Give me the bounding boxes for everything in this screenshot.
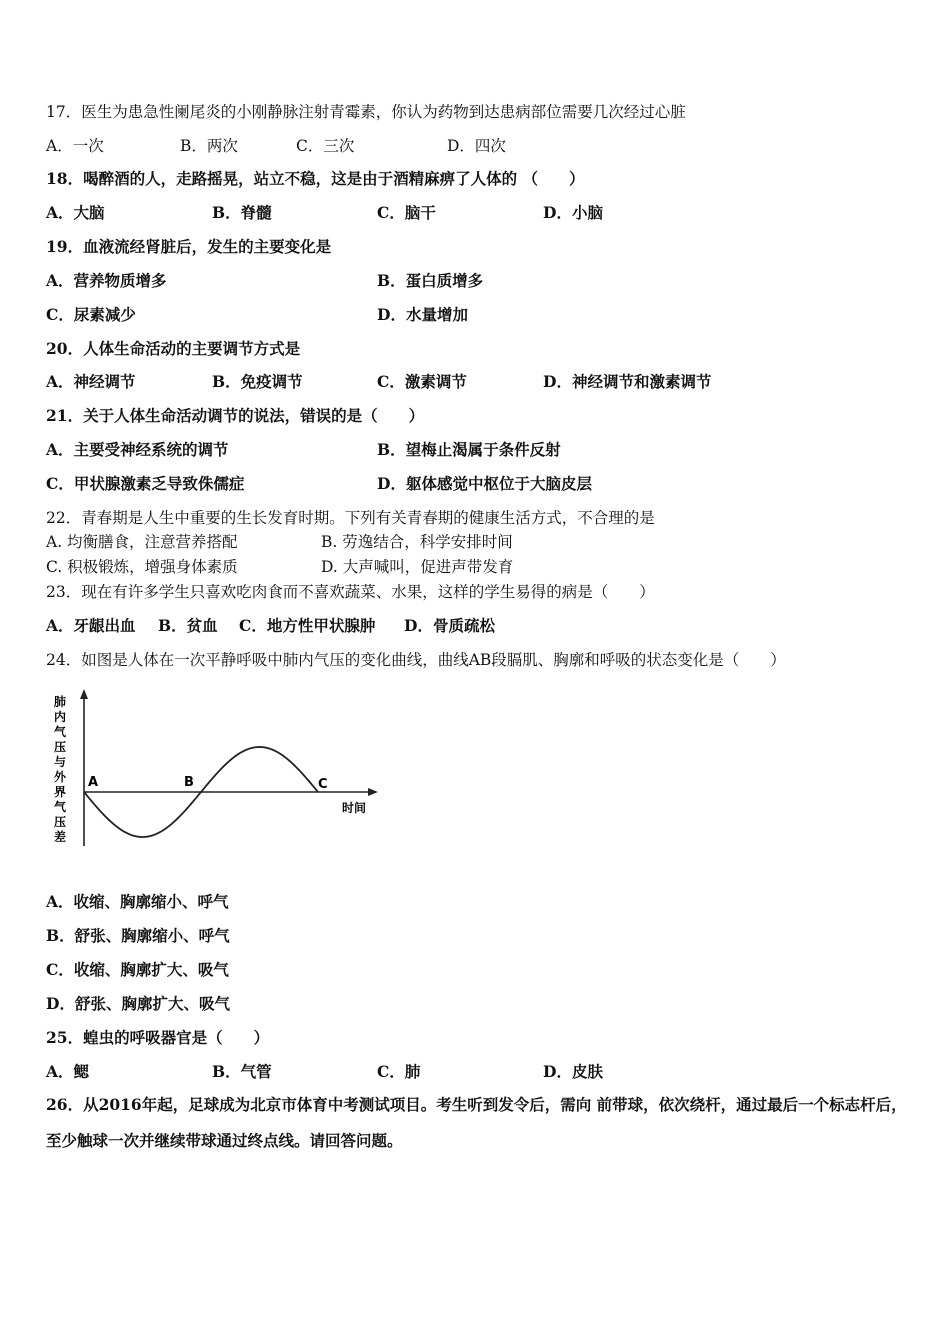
q22-option-d: D. 大声喊叫，促进声带发育 xyxy=(321,558,514,576)
y-axis-label-char: 肺 xyxy=(53,695,67,709)
q19-option-b: B．蛋白质增多 xyxy=(377,271,484,290)
y-axis-label-char: 气 xyxy=(53,800,67,814)
q24-option-d: D．舒张、胸廓扩大、吸气 xyxy=(46,994,230,1013)
q22-option-a: A. 均衡膳食，注意营养搭配 xyxy=(46,533,238,551)
point-b-label: B xyxy=(184,775,194,790)
q23-option-a: A．牙龈出血 xyxy=(46,616,136,635)
y-axis-label-char: 与 xyxy=(53,755,67,769)
x-axis-label: 时间 xyxy=(342,801,367,815)
q19-option-a: A．营养物质增多 xyxy=(46,271,167,290)
q20-option-b: B．免疫调节 xyxy=(212,372,303,391)
question-25-stem: 25．蝗虫的呼吸器官是（ ） xyxy=(46,1028,270,1047)
y-axis-label-char: 内 xyxy=(53,710,67,724)
q19-option-c: C．尿素减少 xyxy=(46,305,136,324)
q22-option-c: C. 积极锻炼，增强身体素质 xyxy=(46,558,238,576)
q21-option-a: A．主要受神经系统的调节 xyxy=(46,440,229,459)
q25-option-c: C．肺 xyxy=(377,1062,421,1081)
point-a-label: A xyxy=(88,775,99,790)
x-axis-arrow xyxy=(368,788,378,796)
q26-year: 2016 xyxy=(98,1095,142,1114)
y-axis-label-char: 压 xyxy=(53,740,67,754)
point-c-label: C xyxy=(318,777,328,792)
question-21-stem: 21．关于人体生命活动调节的说法，错误的是（ ） xyxy=(46,406,425,425)
q21-option-b: B．望梅止渴属于条件反射 xyxy=(377,440,561,459)
q18-option-c: C．脑干 xyxy=(377,203,436,222)
y-axis-label-char: 界 xyxy=(53,785,67,799)
q18-option-a: A．大脑 xyxy=(46,203,105,222)
q26-prefix: 26．从 xyxy=(46,1095,99,1114)
y-axis-label-char: 外 xyxy=(53,770,67,784)
q18-option-d: D．小脑 xyxy=(543,203,603,222)
question-22-stem: 22．青春期是人生中重要的生长发育时期。下列有关青春期的健康生活方式，不合理的是 xyxy=(46,509,655,527)
question-18-stem: 18．喝醉酒的人，走路摇晃，站立不稳，这是由于酒精麻痹了人体的 （ ） xyxy=(46,169,585,188)
question-19-stem: 19．血液流经肾脏后，发生的主要变化是 xyxy=(46,237,332,256)
y-axis-label-char: 差 xyxy=(53,830,67,844)
q23-option-b: B．贫血 xyxy=(158,616,218,635)
q20-option-d: D．神经调节和激素调节 xyxy=(543,372,712,391)
q25-option-d: D．皮肤 xyxy=(543,1062,603,1081)
q24-option-c: C．收缩、胸廓扩大、吸气 xyxy=(46,960,229,979)
y-axis-label xyxy=(54,694,67,844)
question-24-stem: 24．如图是人体在一次平静呼吸中肺内气压的变化曲线，曲线AB段膈肌、胸廓和呼吸的状态变化是（ ） xyxy=(46,651,786,669)
q21-option-c: C．甲状腺激素乏导致侏儒症 xyxy=(46,474,245,493)
q19-option-d: D．水量增加 xyxy=(377,305,468,324)
question-17-stem: 17．医生为患急性阑尾炎的小刚静脉注射青霉素，你认为药物到达患病部位需要几次经过心脏 xyxy=(46,103,686,121)
q24-option-a: A．收缩、胸廓缩小、呼气 xyxy=(46,892,229,911)
question-23-stem: 23．现在有许多学生只喜欢吃肉食而不喜欢蔬菜、水果，这样的学生易得的病是（ ） xyxy=(46,583,655,601)
q26-text: 年起，足球成为北京市体育中考测试项目。考生听到发令后，需向 前带球，依次绕杆，通过最后一个标志杆后，至少触球一次并继续带球通过终点线。请回答问题。 xyxy=(46,1095,907,1150)
q25-option-a: A．鳃 xyxy=(46,1062,90,1081)
q17-option-c: C．三次 xyxy=(296,137,355,155)
question-20-stem: 20．人体生命活动的主要调节方式是 xyxy=(46,339,301,358)
q21-option-d: D．躯体感觉中枢位于大脑皮层 xyxy=(377,474,592,493)
q25-option-b: B．气管 xyxy=(212,1062,272,1081)
y-axis-label-char: 压 xyxy=(53,815,67,829)
q20-option-a: A．神经调节 xyxy=(46,372,136,391)
q23-option-d: D．骨质疏松 xyxy=(404,616,495,635)
q20-option-c: C．激素调节 xyxy=(377,372,467,391)
q17-option-d: D．四次 xyxy=(447,137,506,155)
question-26-stem xyxy=(46,1087,908,1159)
pressure-curve-figure xyxy=(46,688,386,852)
q23-option-c: C．地方性甲状腺肿 xyxy=(239,616,376,635)
q24-option-b: B．舒张、胸廓缩小、呼气 xyxy=(46,926,230,945)
q22-option-b: B. 劳逸结合，科学安排时间 xyxy=(321,533,513,551)
q18-option-b: B．脊髓 xyxy=(212,203,272,222)
q17-option-a: A．一次 xyxy=(46,137,104,155)
y-axis-label-char: 气 xyxy=(53,725,67,739)
q17-option-b: B．两次 xyxy=(180,137,238,155)
y-axis-arrow xyxy=(80,689,88,699)
